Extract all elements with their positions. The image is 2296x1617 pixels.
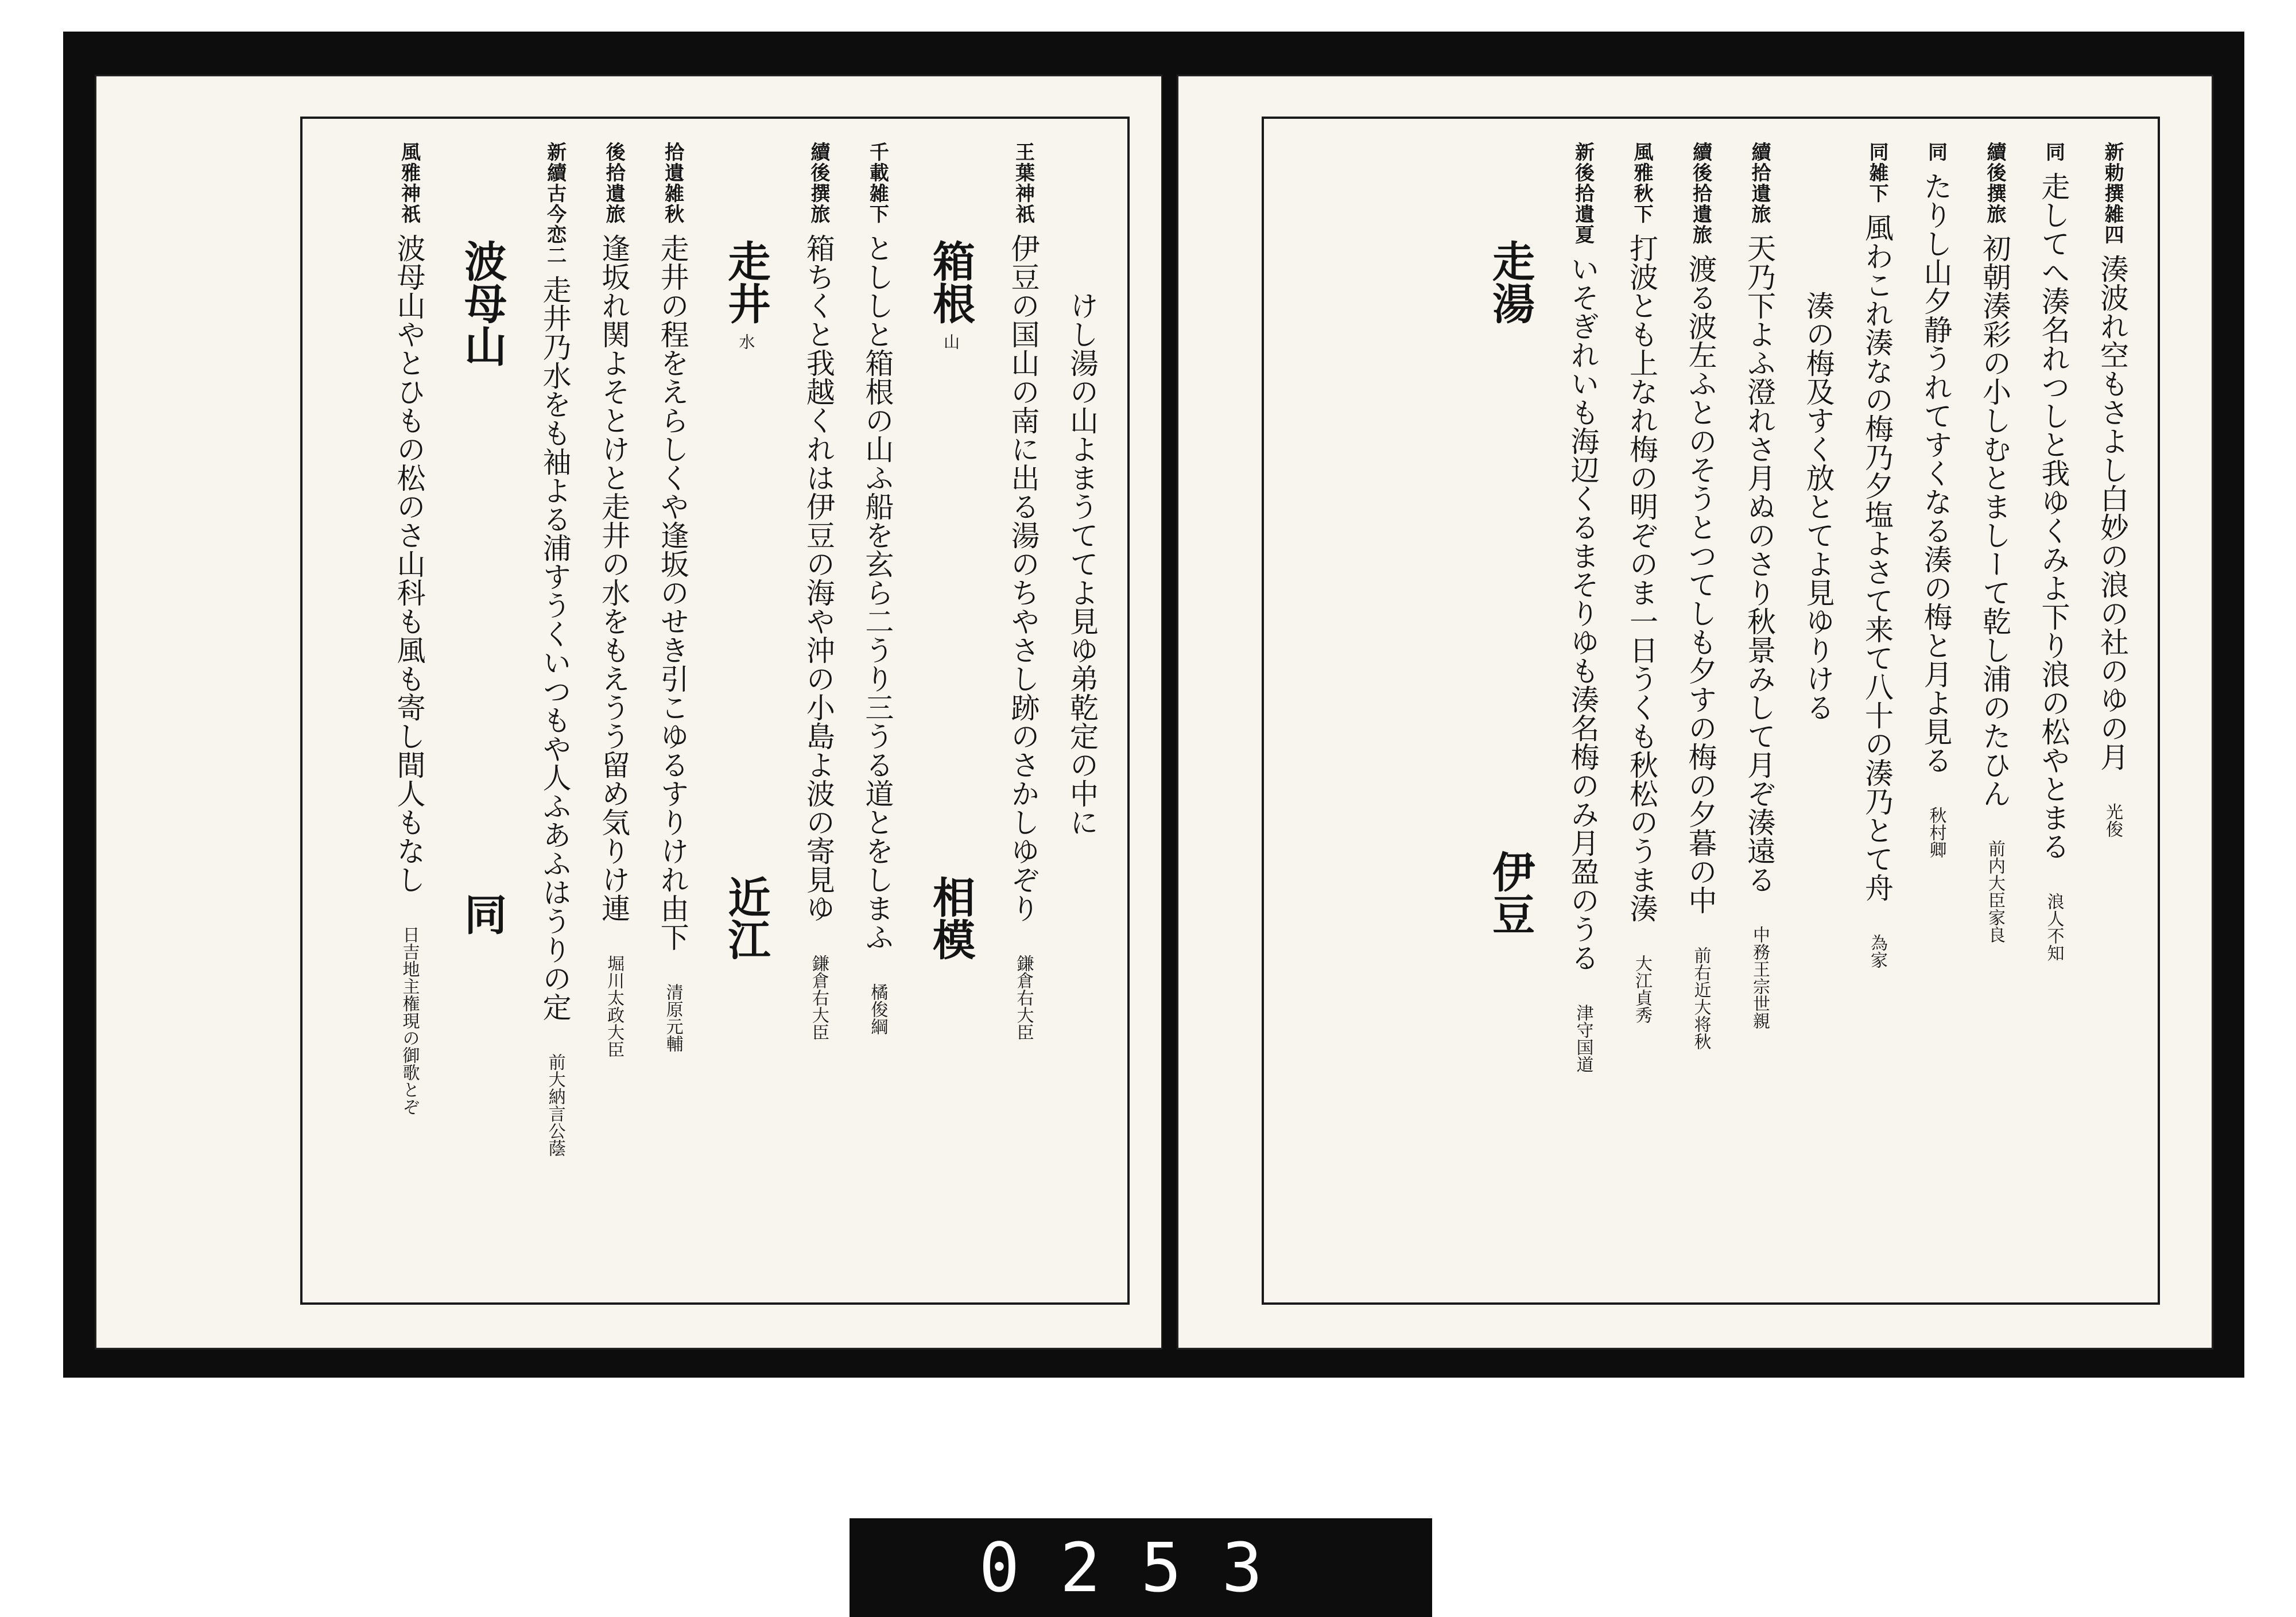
- column: [994, 142, 1053, 1279]
- author-label: 堀川太政大臣: [604, 954, 625, 1058]
- poem-text: 湊の梅及すく放とてよ見ゆりける: [1801, 291, 1835, 722]
- source-label: 同: [1924, 142, 1948, 162]
- author-label: 大江貞秀: [1632, 954, 1652, 1023]
- column: [2024, 142, 2083, 1279]
- column: [525, 142, 584, 1279]
- author-label: 中務王宗世親: [1750, 925, 1770, 1029]
- column: [584, 142, 643, 1279]
- poem-text: たりし山夕静うれてすくなる湊の梅と月よ見る: [1919, 171, 1953, 774]
- author-label: 津守国道: [1573, 1003, 1593, 1073]
- column: [789, 142, 848, 1279]
- source-label: 後拾遺旅: [602, 142, 626, 224]
- author-label: 前内大臣家良: [1985, 839, 2005, 943]
- column: [2083, 142, 2142, 1279]
- province-label: 同: [457, 892, 507, 935]
- source-label: 續後拾遺旅: [1689, 142, 1712, 245]
- place-heading-column: [1466, 142, 1553, 1279]
- source-label: 新續古今恋二: [543, 142, 567, 266]
- place-type: 山: [941, 333, 960, 350]
- poem-text: 走井の程をえらしくや逢坂のせき引こゆるすりけれ由下: [656, 233, 689, 951]
- author-label: 浪人不知: [2043, 892, 2064, 961]
- poem-text: 波母山やとひもの松のさ山科も風も寄し間人もなし: [392, 233, 426, 894]
- place-heading: 波母山: [457, 239, 507, 367]
- column: [1053, 142, 1112, 1279]
- poem-text: 天乃下よふ澄れさ月ぬのさり秋景みして月ぞ湊遠る: [1743, 233, 1776, 894]
- author-label: 鎌倉右大臣: [808, 954, 829, 1041]
- source-label: 續後撰旅: [1983, 142, 2006, 224]
- source-label: 千載雑下: [866, 142, 889, 224]
- right-page: [1177, 75, 2213, 1350]
- column: [379, 142, 439, 1279]
- column: [1612, 142, 1671, 1279]
- source-label: 拾遺雑秋: [661, 142, 684, 224]
- place-heading-column: [906, 142, 994, 1279]
- poem-text: 打波とも上なれ梅の明ぞのま一日うくも秋松のうま湊: [1625, 233, 1658, 922]
- poem-text: 初朝湊彩の小しむとましーて乾し浦のたひん: [1978, 233, 2011, 808]
- column: [643, 142, 702, 1279]
- province-label: 伊豆: [1486, 850, 1535, 935]
- place-heading: 走湯: [1486, 239, 1535, 324]
- frame-number: 0253: [850, 1518, 1432, 1617]
- place-heading-column: [438, 142, 525, 1279]
- province-label: 近江: [721, 875, 771, 960]
- author-label: 日吉地主権現の御歌とぞ: [399, 925, 420, 1115]
- source-label: 新後拾遺夏: [1571, 142, 1595, 245]
- right-text-block: [1262, 117, 2160, 1305]
- author-label: 秋村卿: [1926, 806, 1946, 858]
- author-label: 清原元輔: [662, 983, 683, 1052]
- poem-text: 箱ちくと我越くれは伊豆の海や沖の小島よ波の寄見ゆ: [801, 233, 835, 922]
- source-label: 新勅撰雑四: [2101, 142, 2124, 245]
- column: [1965, 142, 2024, 1279]
- column: [1671, 142, 1730, 1279]
- source-label: 續拾遺旅: [1748, 142, 1771, 224]
- place-heading: 走井: [721, 239, 771, 324]
- source-label: 王葉神祇: [1011, 142, 1035, 224]
- scan-frame: [63, 32, 2244, 1378]
- source-label: 風雅秋下: [1630, 142, 1653, 224]
- place-heading-column: [702, 142, 789, 1279]
- book-gutter: [1162, 43, 1174, 1363]
- author-label: 前大納言公蔭: [545, 1053, 565, 1157]
- poem-text: 風わこれ湊なの梅乃夕塩よさて来て八十の湊乃とて舟: [1860, 212, 1894, 902]
- poem-text: 走してへ湊名れつしと我ゆくみよ下り浪の松やとまる: [2037, 171, 2070, 860]
- source-label: 同: [2042, 142, 2065, 162]
- source-label: 續後撰旅: [806, 142, 830, 224]
- author-label: 光俊: [2103, 802, 2123, 837]
- column: [848, 142, 907, 1279]
- poem-text: とししと箱根の山ふ船を玄ら二うり三うる道とをしまふ: [860, 233, 894, 951]
- source-label: 同雑下: [1865, 142, 1888, 204]
- poem-text: 逢坂れ関よそとけと走井の水をもえうう留め気りけ連: [597, 233, 631, 922]
- poem-text: 走井乃水をも袖よる浦すうくいつもや人ふあふはうりの定: [538, 274, 572, 1021]
- poem-text: 伊豆の国山の南に出る湯のちやさし跡のさかしゆぞり: [1006, 233, 1040, 922]
- left-text-block: [300, 117, 1130, 1305]
- poem-text: 湊波れ空もさよし白妙の浪の社のゆの月: [2096, 254, 2129, 771]
- poem-text: けし湯の山よまうててよ見ゆ弟乾定の中に: [1065, 291, 1099, 836]
- left-page: [95, 75, 1163, 1350]
- column: [1553, 142, 1612, 1279]
- column: [1906, 142, 1965, 1279]
- author-label: 為家: [1867, 933, 1887, 968]
- author-label: 橘俊綱: [867, 983, 888, 1035]
- place-type: 水: [736, 333, 756, 350]
- place-heading: 箱根: [926, 239, 975, 324]
- source-label: 風雅神祇: [397, 142, 421, 224]
- poem-text: いそぎれいも海辺くるまそりゆも湊名梅のみ月盈のうる: [1566, 254, 1600, 972]
- poem-text: 渡る波左ふとのそうとつてしも夕すの梅の夕暮の中: [1684, 254, 1717, 914]
- column: [1730, 142, 1789, 1279]
- column: [1789, 142, 1848, 1279]
- author-label: 鎌倉右大臣: [1013, 954, 1034, 1041]
- column: [1848, 142, 1907, 1279]
- author-label: 前右近大将秋: [1690, 946, 1711, 1050]
- province-label: 相模: [926, 875, 975, 960]
